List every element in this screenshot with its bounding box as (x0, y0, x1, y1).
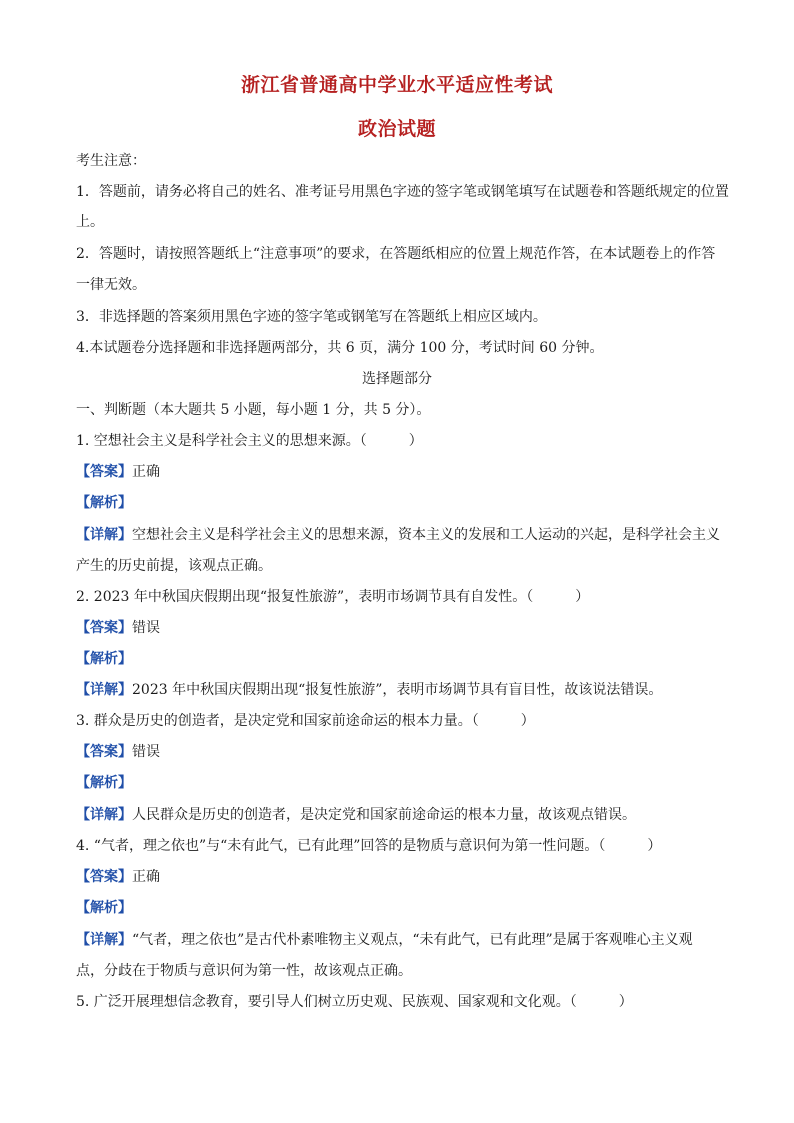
detail-tag: 【详解】 (76, 682, 132, 698)
notice-item: 3．非选择题的答案须用黑色字迹的签字笔或钢笔写在答题纸上相应区域内。 (76, 309, 547, 325)
question-stem: 2. 2023 年中秋国庆假期出现“报复性旅游”，表明市场调节具有自发性。（ ） (76, 589, 590, 605)
answer-tag: 【答案】 (76, 620, 132, 636)
detail-row (76, 931, 724, 949)
exam-subject-title: 政治试题 (357, 118, 436, 140)
detail-row (76, 806, 724, 824)
detail-tag: 【详解】 (76, 932, 132, 948)
question-stem: 4. “气者，理之依也”与“未有此气，已有此理”回答的是物质与意识何为第一性问题。（ ） (76, 838, 662, 854)
analysis-row (76, 494, 724, 512)
notice-item: 2．答题时，请按照答题纸上“注意事项”的要求，在答题纸相应的位置上规范作答，在本试题卷上的作答 (76, 246, 716, 262)
detail-text: “气者，理之依也”是古代朴素唯物主义观点，“未有此气，已有此理”是属于客观唯心主义观 (132, 932, 693, 948)
detail-text: 产生的历史前提，该观点正确。 (76, 558, 272, 574)
notice-item: 4.本试题卷分选择题和非选择题两部分，共 6 页，满分 100 分，考试时间 60 分钟。 (76, 340, 604, 356)
answer-tag: 【答案】 (76, 869, 132, 885)
detail-text: 2023 年中秋国庆假期出现“报复性旅游”，表明市场调节具有盲目性，故该说法错误。 (132, 682, 663, 698)
analysis-row (76, 650, 724, 668)
notice-heading: 考生注意： (76, 153, 146, 169)
detail-text: 空想社会主义是科学社会主义的思想来源，资本主义的发展和工人运动的兴起，是科学社会主义 (132, 527, 720, 543)
question-stem: 1. 空想社会主义是科学社会主义的思想来源。（ ） (76, 433, 423, 449)
answer-row (76, 868, 724, 886)
detail-text: 人民群众是历史的创造者，是决定党和国家前途命运的根本力量，故该观点错误。 (132, 807, 636, 823)
analysis-tag: 【解析】 (76, 651, 132, 667)
analysis-row (76, 774, 724, 792)
analysis-tag: 【解析】 (76, 775, 132, 791)
detail-row (76, 681, 724, 699)
question-stem: 5. 广泛开展理想信念教育，要引导人们树立历史观、民族观、国家观和文化观。（ ） (76, 994, 633, 1010)
notice-item: 1．答题前，请务必将自己的姓名、准考证号用黑色字迹的签字笔或钢笔填写在试题卷和答题纸规定的位置 (76, 184, 729, 200)
detail-tag: 【详解】 (76, 807, 132, 823)
analysis-row (76, 899, 724, 917)
section-label: 选择题部分 (362, 371, 432, 387)
exam-title: 浙江省普通高中学业水平适应性考试 (240, 74, 553, 96)
answer-value: 正确 (132, 869, 160, 885)
answer-row (76, 463, 724, 481)
part-heading: 一、判断题（本大题共 5 小题，每小题 1 分，共 5 分）。 (76, 402, 431, 418)
answer-value: 正确 (132, 464, 160, 480)
answer-row (76, 619, 724, 637)
answer-value: 错误 (132, 744, 160, 760)
notice-item: 上。 (76, 214, 104, 230)
answer-row (76, 743, 724, 761)
notice-item: 一律无效。 (76, 277, 146, 293)
answer-tag: 【答案】 (76, 744, 132, 760)
detail-row (76, 526, 724, 544)
question-stem: 3. 群众是历史的创造者，是决定党和国家前途命运的根本力量。（ ） (76, 713, 535, 729)
detail-tag: 【详解】 (76, 527, 132, 543)
answer-value: 错误 (132, 620, 160, 636)
answer-tag: 【答案】 (76, 464, 132, 480)
analysis-tag: 【解析】 (76, 900, 132, 916)
detail-text: 点，分歧在于物质与意识何为第一性，故该观点正确。 (76, 963, 412, 979)
analysis-tag: 【解析】 (76, 495, 132, 511)
